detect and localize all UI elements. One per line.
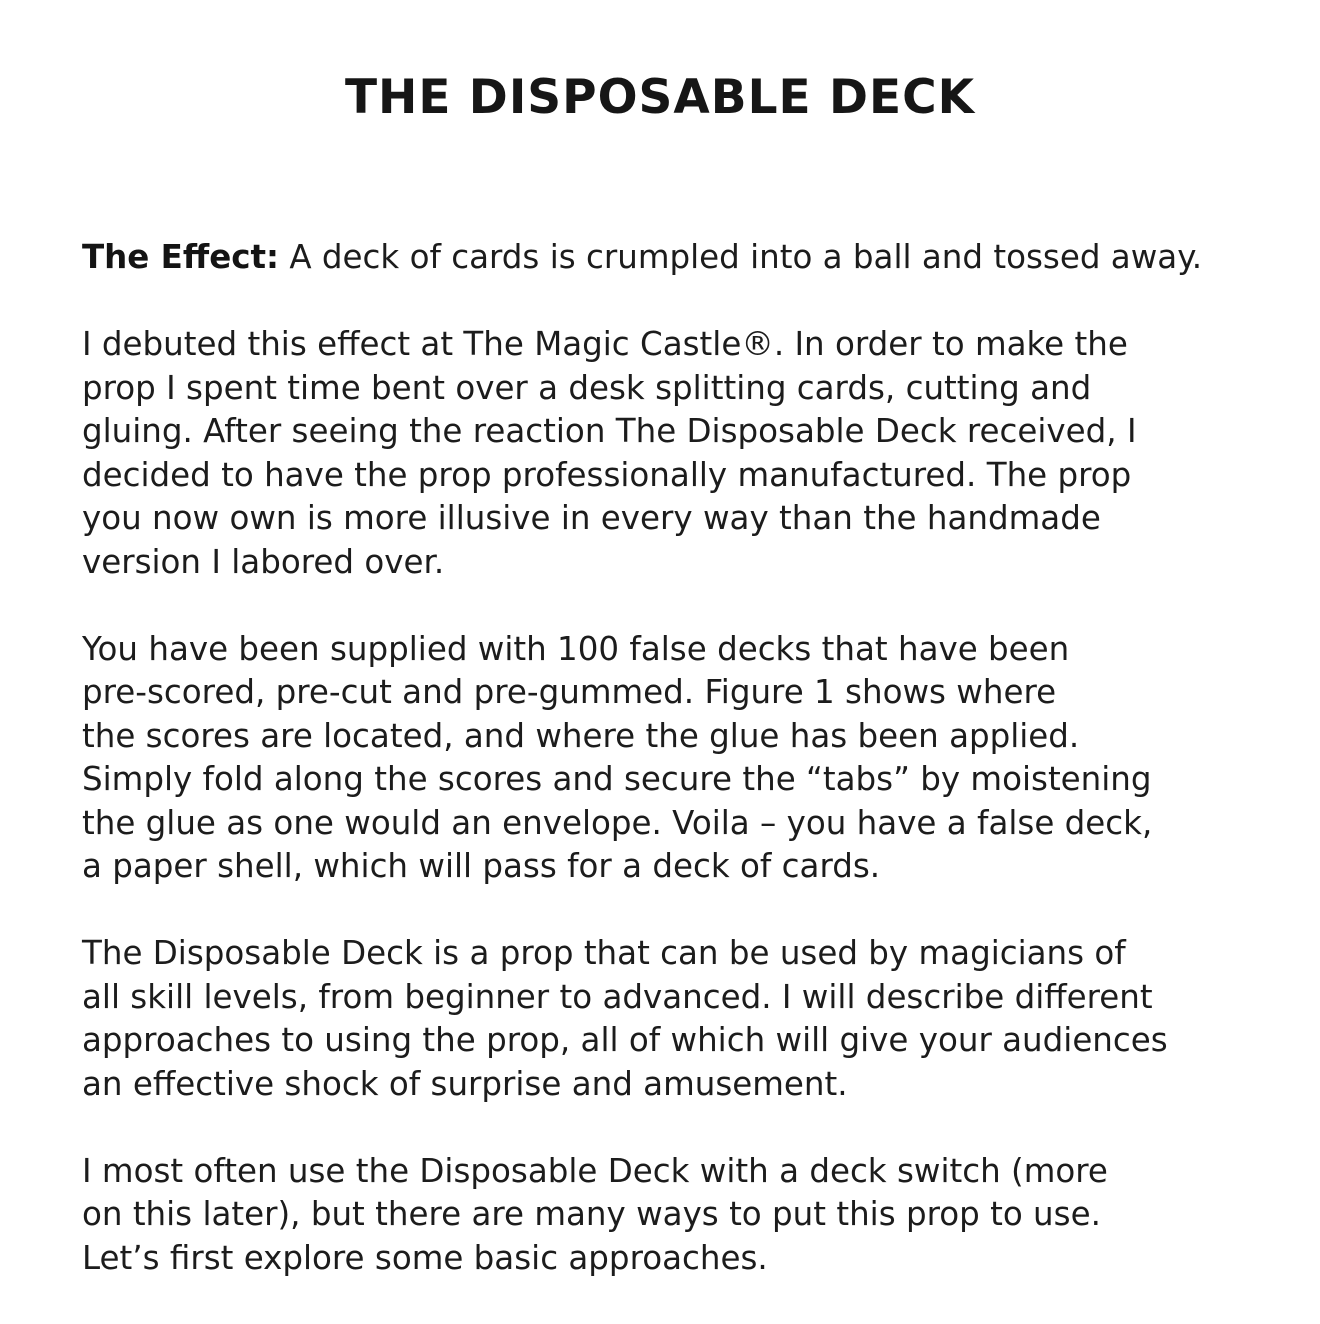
paragraph-skill-levels <box>82 932 1262 1106</box>
paragraph-line: prop I spent time bent over a desk splitting cards, cutting and <box>82 368 1092 407</box>
paragraph-line: decided to have the prop professionally manufactured. The prop <box>82 455 1132 494</box>
paragraph-line: all skill levels, from beginner to advanced. I will describe different <box>82 977 1153 1016</box>
paragraph-line: an effective shock of surprise and amusement. <box>82 1064 848 1103</box>
paragraph-line: approaches to using the prop, all of which will give your audiences <box>82 1021 1168 1059</box>
paragraph-line: I debuted this effect at The Magic Castle®. In order to make the <box>82 325 1128 363</box>
effect-paragraph <box>82 236 1262 280</box>
paragraph-line: the scores are located, and where the glue has been applied. <box>82 716 1080 755</box>
page-title: THE DISPOSABLE DECK <box>344 70 976 125</box>
paragraph-origin <box>82 323 1262 584</box>
effect-label: The Effect: <box>82 238 280 276</box>
paragraph-line: Let’s first explore some basic approaches. <box>82 1238 768 1277</box>
paragraph-line: a paper shell, which will pass for a deck of cards. <box>82 847 881 885</box>
paragraph-line: pre-scored, pre-cut and pre-gummed. Figure 1 shows where <box>82 673 1057 711</box>
paragraph-line: I most often use the Disposable Deck with a deck switch (more <box>82 1151 1108 1190</box>
paragraph-line: you now own is more illusive in every way than the handmade <box>82 499 1101 537</box>
paragraph-supplies <box>82 628 1262 889</box>
paragraph-line: The Disposable Deck is a prop that can be used by magicians of <box>82 934 1126 972</box>
paragraph-line: version I labored over. <box>82 542 445 581</box>
paragraph-deck-switch <box>82 1150 1262 1281</box>
paragraph-line: the glue as one would an envelope. Voila – you have a false deck, <box>82 803 1153 842</box>
paragraph-line: Simply fold along the scores and secure the “tabs” by moistening <box>82 760 1152 798</box>
effect-text: A deck of cards is crumpled into a ball and tossed away. <box>279 238 1203 276</box>
body-text <box>82 236 1262 1324</box>
paragraph-line: on this later), but there are many ways to put this prop to use. <box>82 1195 1101 1233</box>
paragraph-line: You have been supplied with 100 false decks that have been <box>82 629 1070 668</box>
paragraph-line: gluing. After seeing the reaction The Disposable Deck received, I <box>82 412 1137 450</box>
